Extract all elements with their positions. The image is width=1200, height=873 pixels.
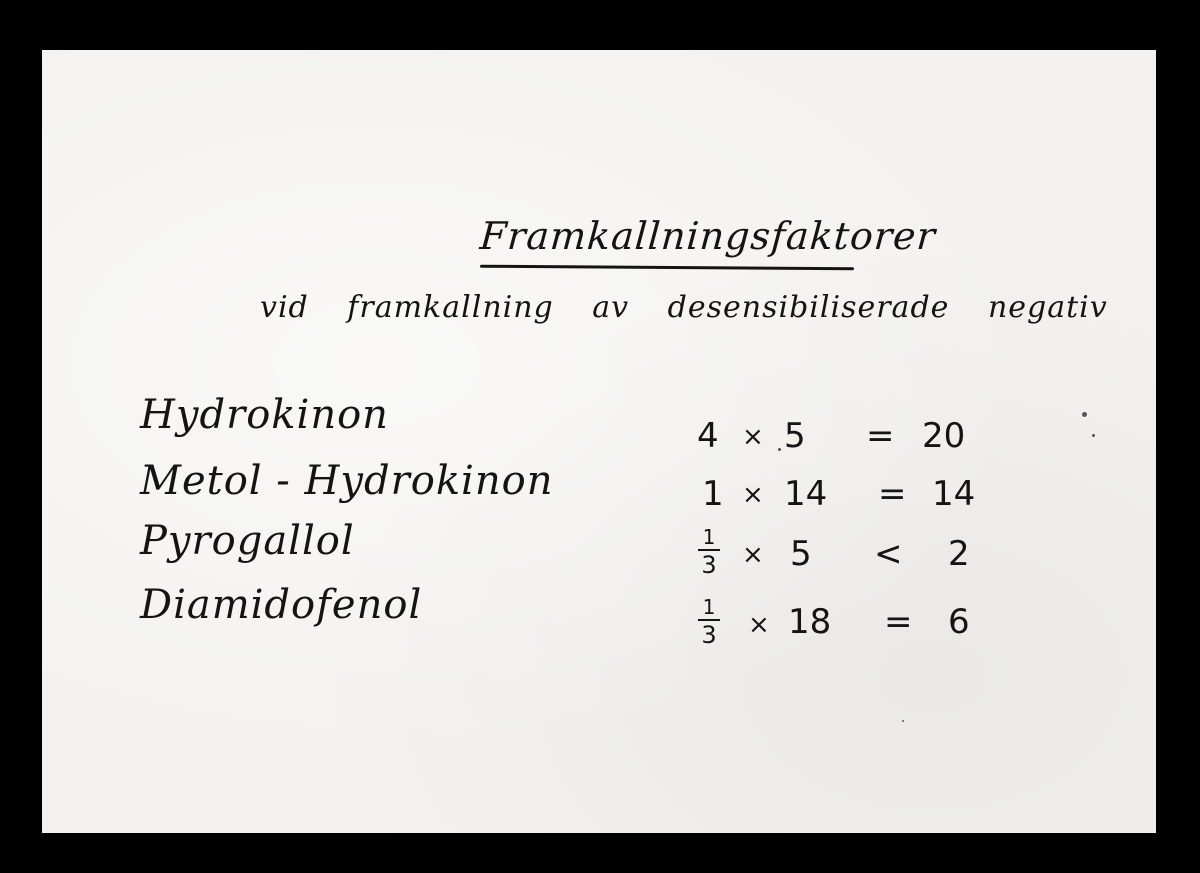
result-metol-hydrokinon: 14 [932, 474, 976, 514]
developer-name-hydrokinon: Hydrokinon [140, 392, 389, 438]
fraction-numerator: 1 [702, 525, 716, 549]
fraction-denominator: 3 [701, 621, 717, 649]
relation-diamidofenol: = [884, 602, 913, 642]
factor-fraction-pyrogallol [698, 526, 720, 578]
title-underline [480, 265, 854, 271]
factor-fraction-diamidofenol [698, 596, 720, 648]
dust-speck [1082, 412, 1087, 417]
relation-pyrogallol: < [874, 534, 903, 574]
times-sign-metol-hydrokinon: × [742, 480, 764, 510]
factor-hydrokinon: 4 [697, 416, 719, 456]
value-metol-hydrokinon: 14 [784, 474, 828, 514]
fraction-denominator: 3 [701, 551, 717, 579]
value-pyrogallol: 5 [790, 534, 812, 574]
result-pyrogallol: 2 [948, 534, 970, 574]
dust-speck [902, 720, 904, 722]
page-subtitle: vid framkallning av desensibiliserade negativ [260, 290, 1108, 325]
times-sign-diamidofenol: × [748, 610, 770, 640]
relation-metol-hydrokinon: = [878, 474, 907, 514]
dust-speck [1092, 434, 1095, 437]
fraction-numerator: 1 [702, 595, 716, 619]
times-sign-pyrogallol: × [742, 540, 764, 570]
developer-name-diamidofenol: Diamidofenol [140, 582, 423, 628]
result-hydrokinon: 20 [922, 416, 966, 456]
developer-name-pyrogallol: Pyrogallol [140, 518, 355, 564]
developer-name-metol-hydrokinon: Metol - Hydrokinon [140, 458, 554, 504]
result-diamidofenol: 6 [948, 602, 970, 642]
value-hydrokinon: 5 [784, 416, 806, 456]
page-title: Framkallningsfaktorer [478, 214, 938, 258]
value-diamidofenol: 18 [788, 602, 832, 642]
relation-hydrokinon: = [866, 416, 895, 456]
handwritten-card [42, 50, 1156, 833]
factor-metol-hydrokinon: 1 [702, 474, 724, 514]
dust-speck [778, 448, 781, 451]
times-sign-hydrokinon: × [742, 422, 764, 452]
